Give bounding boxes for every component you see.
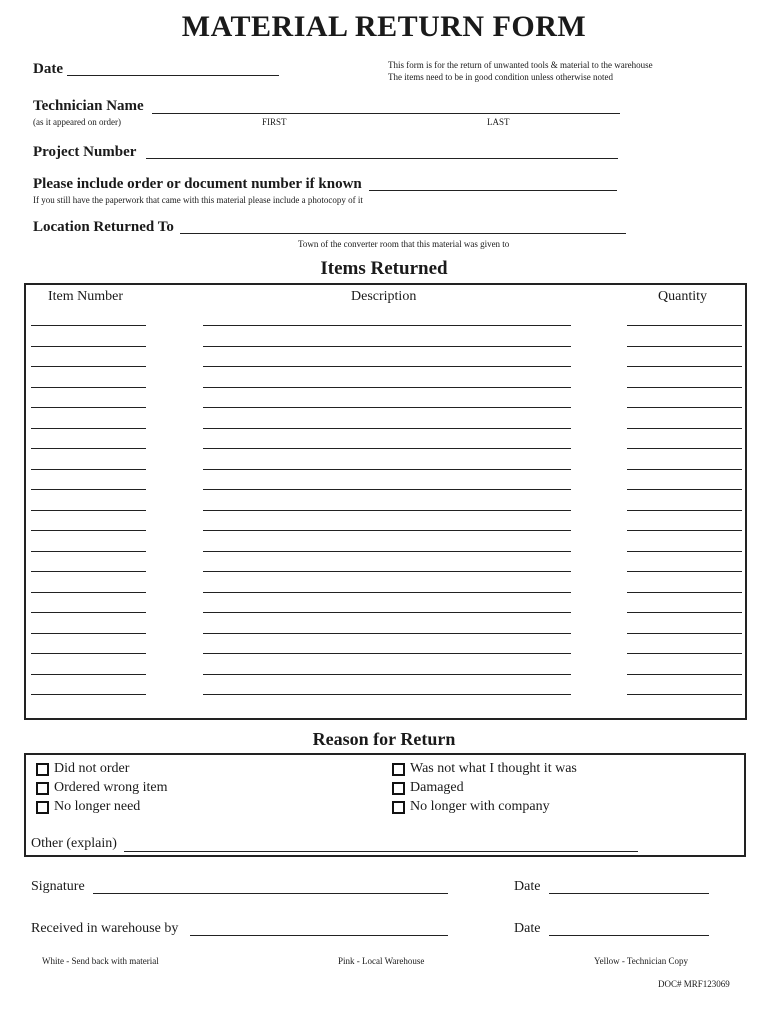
quantity-line[interactable] bbox=[627, 366, 742, 367]
received-label: Received in warehouse by bbox=[31, 921, 179, 936]
item-number-line[interactable] bbox=[31, 653, 146, 654]
quantity-line[interactable] bbox=[627, 387, 742, 388]
reason-box bbox=[24, 753, 746, 857]
reason-label: Was not what I thought it was bbox=[410, 761, 577, 776]
item-number-line[interactable] bbox=[31, 571, 146, 572]
order-number-hint: If you still have the paperwork that came with this material please include a photocopy of it bbox=[33, 195, 363, 205]
item-number-line[interactable] bbox=[31, 530, 146, 531]
item-number-line[interactable] bbox=[31, 489, 146, 490]
quantity-line[interactable] bbox=[627, 407, 742, 408]
item-number-line[interactable] bbox=[31, 551, 146, 552]
item-number-line[interactable] bbox=[31, 510, 146, 511]
description-header: Description bbox=[351, 289, 417, 304]
quantity-line[interactable] bbox=[627, 489, 742, 490]
description-line[interactable] bbox=[203, 530, 571, 531]
description-line[interactable] bbox=[203, 571, 571, 572]
reason-option[interactable] bbox=[36, 780, 168, 796]
received-date-label: Date bbox=[514, 921, 541, 936]
quantity-line[interactable] bbox=[627, 694, 742, 695]
description-line[interactable] bbox=[203, 489, 571, 490]
item-number-line[interactable] bbox=[31, 346, 146, 347]
item-number-line[interactable] bbox=[31, 428, 146, 429]
quantity-header: Quantity bbox=[658, 289, 707, 304]
note-line-1: This form is for the return of unwanted tools & material to the warehouse bbox=[388, 60, 653, 70]
signature-date-field[interactable] bbox=[549, 877, 709, 894]
description-line[interactable] bbox=[203, 325, 571, 326]
signature-label: Signature bbox=[31, 879, 85, 894]
copy-pink-note: Pink - Local Warehouse bbox=[338, 956, 425, 966]
other-explain-field[interactable] bbox=[124, 835, 638, 852]
item-number-line[interactable] bbox=[31, 448, 146, 449]
checkbox-icon[interactable] bbox=[392, 763, 405, 776]
project-number-field[interactable] bbox=[146, 142, 618, 159]
checkbox-icon[interactable] bbox=[392, 801, 405, 814]
item-number-line[interactable] bbox=[31, 469, 146, 470]
description-line[interactable] bbox=[203, 387, 571, 388]
reason-label: Did not order bbox=[54, 761, 130, 776]
description-line[interactable] bbox=[203, 366, 571, 367]
reason-label: Ordered wrong item bbox=[54, 780, 168, 795]
item-number-line[interactable] bbox=[31, 694, 146, 695]
description-line[interactable] bbox=[203, 346, 571, 347]
quantity-line[interactable] bbox=[627, 510, 742, 511]
other-explain-label: Other (explain) bbox=[31, 836, 117, 851]
location-field[interactable] bbox=[180, 217, 626, 234]
description-line[interactable] bbox=[203, 674, 571, 675]
description-line[interactable] bbox=[203, 612, 571, 613]
reason-option[interactable] bbox=[36, 799, 140, 815]
item-number-line[interactable] bbox=[31, 325, 146, 326]
item-number-line[interactable] bbox=[31, 612, 146, 613]
quantity-line[interactable] bbox=[627, 530, 742, 531]
reason-label: No longer with company bbox=[410, 799, 550, 814]
description-line[interactable] bbox=[203, 510, 571, 511]
technician-hint: (as it appeared on order) bbox=[33, 117, 121, 127]
received-by-field[interactable] bbox=[190, 919, 448, 936]
location-hint: Town of the converter room that this material was given to bbox=[298, 239, 510, 249]
item-number-line[interactable] bbox=[31, 592, 146, 593]
reason-option[interactable] bbox=[36, 761, 129, 777]
document-number: DOC# MRF123069 bbox=[658, 979, 730, 989]
location-label: Location Returned To bbox=[33, 219, 174, 235]
last-name-caption: LAST bbox=[487, 117, 510, 127]
description-line[interactable] bbox=[203, 469, 571, 470]
description-line[interactable] bbox=[203, 428, 571, 429]
quantity-line[interactable] bbox=[627, 612, 742, 613]
date-label: Date bbox=[33, 61, 63, 77]
description-line[interactable] bbox=[203, 448, 571, 449]
quantity-line[interactable] bbox=[627, 428, 742, 429]
date-field[interactable] bbox=[67, 59, 279, 76]
technician-name-field[interactable] bbox=[152, 97, 620, 114]
reason-title: Reason for Return bbox=[312, 729, 456, 749]
item-number-line[interactable] bbox=[31, 633, 146, 634]
quantity-line[interactable] bbox=[627, 653, 742, 654]
form-title: MATERIAL RETURN FORM bbox=[181, 10, 587, 43]
description-line[interactable] bbox=[203, 551, 571, 552]
item-number-line[interactable] bbox=[31, 674, 146, 675]
checkbox-icon[interactable] bbox=[36, 801, 49, 814]
quantity-line[interactable] bbox=[627, 346, 742, 347]
reason-label: Damaged bbox=[410, 780, 464, 795]
order-number-label: Please include order or document number if known bbox=[33, 176, 362, 192]
description-line[interactable] bbox=[203, 633, 571, 634]
technician-label: Technician Name bbox=[33, 98, 144, 114]
received-date-field[interactable] bbox=[549, 919, 709, 936]
quantity-line[interactable] bbox=[627, 633, 742, 634]
quantity-line[interactable] bbox=[627, 469, 742, 470]
item-number-line[interactable] bbox=[31, 387, 146, 388]
project-number-label: Project Number bbox=[33, 144, 137, 160]
quantity-line[interactable] bbox=[627, 571, 742, 572]
items-returned-title: Items Returned bbox=[320, 258, 448, 279]
checkbox-icon[interactable] bbox=[36, 763, 49, 776]
checkbox-icon[interactable] bbox=[392, 782, 405, 795]
quantity-line[interactable] bbox=[627, 551, 742, 552]
description-line[interactable] bbox=[203, 592, 571, 593]
first-name-caption: FIRST bbox=[262, 117, 287, 127]
items-table bbox=[24, 283, 747, 720]
description-line[interactable] bbox=[203, 694, 571, 695]
item-number-line[interactable] bbox=[31, 366, 146, 367]
quantity-line[interactable] bbox=[627, 448, 742, 449]
signature-field[interactable] bbox=[93, 877, 448, 894]
reason-label: No longer need bbox=[54, 799, 141, 814]
item-number-line[interactable] bbox=[31, 407, 146, 408]
checkbox-icon[interactable] bbox=[36, 782, 49, 795]
quantity-line[interactable] bbox=[627, 674, 742, 675]
note-line-2: The items need to be in good condition unless otherwise noted bbox=[388, 72, 613, 82]
reason-option[interactable] bbox=[392, 780, 464, 796]
quantity-line[interactable] bbox=[627, 592, 742, 593]
item-number-header: Item Number bbox=[48, 289, 124, 304]
description-line[interactable] bbox=[203, 407, 571, 408]
quantity-line[interactable] bbox=[627, 325, 742, 326]
copy-white-note: White - Send back with material bbox=[42, 956, 159, 966]
order-number-field[interactable] bbox=[369, 174, 617, 191]
copy-yellow-note: Yellow - Technician Copy bbox=[594, 956, 689, 966]
signature-date-label: Date bbox=[514, 879, 541, 894]
form-notes bbox=[388, 59, 653, 83]
description-line[interactable] bbox=[203, 653, 571, 654]
reason-option[interactable] bbox=[392, 799, 550, 815]
reason-option[interactable] bbox=[392, 761, 577, 777]
